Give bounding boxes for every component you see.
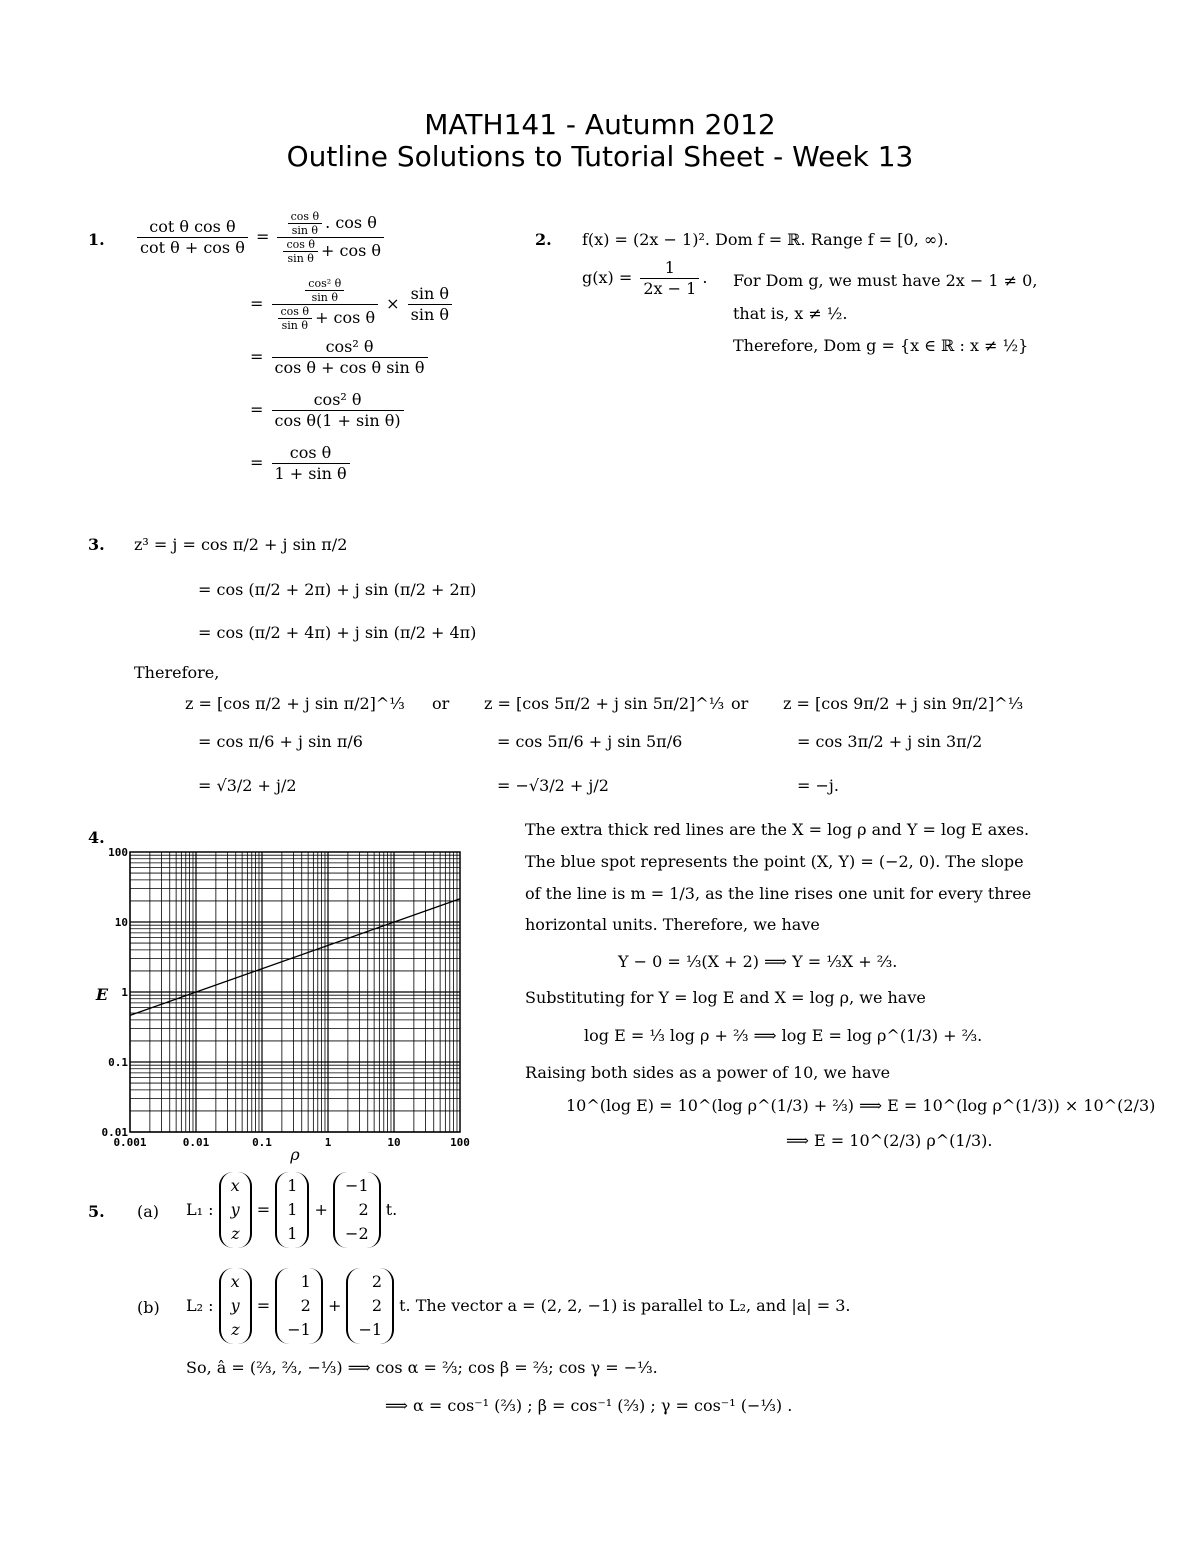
q1-small-num: cos θ bbox=[280, 305, 310, 318]
vec-entry: −1 bbox=[345, 1176, 369, 1195]
vec-entry: −1 bbox=[358, 1320, 383, 1339]
q1-step-0 bbox=[134, 210, 387, 265]
x-tick-label: 1 bbox=[324, 1136, 332, 1149]
q3-or-2: or bbox=[731, 694, 749, 713]
vec-entry: 1 bbox=[287, 1224, 298, 1243]
vec-entry: x bbox=[230, 1176, 240, 1195]
q1-step5-den: 1 + sin θ bbox=[272, 463, 350, 484]
x-tick-label: 0.001 bbox=[113, 1136, 147, 1149]
chart-grid bbox=[130, 852, 460, 1132]
page-title: MATH141 - Autumn 2012 bbox=[424, 108, 776, 141]
q2-g-num: 1 bbox=[664, 258, 675, 277]
q2-g-fraction bbox=[640, 258, 699, 299]
vec-entry: y bbox=[230, 1200, 240, 1219]
vec-entry: 1 bbox=[287, 1176, 298, 1195]
q1-step3-fraction bbox=[272, 337, 428, 378]
q4-text-6: Raising both sides as a power of 10, we have bbox=[525, 1063, 891, 1082]
q5-final-line: ⟹ α = cos⁻¹ (⅔) ; β = cos⁻¹ (⅔) ; γ = cos⁻¹ (−⅓) . bbox=[385, 1396, 793, 1415]
q3-c1-line-3: = √3/2 + j/2 bbox=[198, 776, 297, 795]
vec-entry: 1 bbox=[300, 1272, 311, 1291]
q4-text-4: horizontal units. Therefore, we have bbox=[525, 915, 820, 934]
q1-step1-fraction bbox=[277, 210, 384, 265]
q1-lhs-fraction bbox=[137, 217, 248, 258]
vec-entry: 2 bbox=[371, 1272, 383, 1291]
q1-number: 1. bbox=[88, 230, 105, 249]
vec-entry: 2 bbox=[371, 1296, 383, 1315]
q4-eq-2: log E = ⅓ log ρ + ⅔ ⟹ log E = log ρ^(1/3) + ⅔. bbox=[584, 1026, 983, 1045]
q1-step3-den: cos θ + cos θ sin θ bbox=[272, 357, 428, 378]
q4-eq-4: ⟹ E = 10^(2/3) ρ^(1/3). bbox=[786, 1131, 993, 1150]
q1-small-num: cos² θ bbox=[308, 277, 342, 290]
q2-line-2: For Dom g, we must have 2x − 1 ≠ 0, bbox=[733, 271, 1038, 290]
q1-small-den: sin θ bbox=[283, 251, 318, 265]
q5-part-a-label: (a) bbox=[137, 1202, 160, 1221]
q5-number: 5. bbox=[88, 1202, 105, 1221]
q1-equals: = bbox=[250, 453, 264, 472]
q1-lhs-numerator: cot θ cos θ bbox=[149, 217, 236, 236]
q4-text-5: Substituting for Y = log E and X = log ρ, we have bbox=[525, 988, 926, 1007]
q1-small-num: cos θ bbox=[286, 238, 315, 251]
q1-sin-ratio bbox=[408, 284, 452, 325]
y-tick-label: 100 bbox=[108, 846, 128, 859]
q1-step5-fraction bbox=[272, 443, 350, 484]
vec-entry: 2 bbox=[300, 1296, 311, 1315]
q3-c2-line-2: = cos 5π/6 + j sin 5π/6 bbox=[497, 732, 683, 751]
q5-b-direction bbox=[346, 1268, 394, 1344]
q3-c1-line-2: = cos π/6 + j sin π/6 bbox=[198, 732, 363, 751]
q4-eq-3: 10^(log E) = 10^(log ρ^(1/3) + ⅔) ⟹ E = 10^(log ρ^(1/3)) × 10^(2/3) bbox=[566, 1096, 1156, 1115]
y-tick-label: 0.1 bbox=[108, 1056, 128, 1069]
q3-or-1: or bbox=[432, 694, 450, 713]
q3-c1-line-1: z = [cos π/2 + j sin π/2]^⅓ bbox=[185, 694, 405, 713]
q4-text-3: of the line is m = 1/3, as the line rises one unit for every three bbox=[525, 884, 1032, 903]
x-tick-label: 100 bbox=[450, 1136, 470, 1149]
x-tick-label: 0.01 bbox=[182, 1136, 210, 1149]
q1-equals: = bbox=[250, 400, 264, 419]
q1-equals: = bbox=[255, 227, 270, 246]
vec-entry: y bbox=[230, 1296, 240, 1315]
y-tick-label: 0.01 bbox=[101, 1126, 128, 1139]
x-axis-label: ρ bbox=[290, 1145, 300, 1164]
chart-series bbox=[130, 899, 460, 1016]
q1-step5-num: cos θ bbox=[289, 443, 332, 462]
q1-step-2 bbox=[250, 277, 455, 332]
q5-vector-xyz bbox=[219, 1172, 252, 1248]
q1-small-den: sin θ bbox=[305, 290, 344, 304]
q5-line-b: L₂ : x y z = 1 2 −1 + 2 2 −1 t. The vector a = (2, 2, −1) is parallel to L₂, and |a| = 3. bbox=[186, 1268, 850, 1344]
q1-sin-num: sin θ bbox=[410, 284, 450, 303]
q2-line-4: Therefore, Dom g = {x ∈ ℝ : x ≠ ½} bbox=[733, 336, 1029, 355]
q5-so-line: So, â = (⅔, ⅔, −⅓) ⟹ cos α = ⅔; cos β = ⅔; cos γ = −⅓. bbox=[186, 1358, 658, 1377]
series-line bbox=[130, 899, 460, 1016]
q1-step4-num: cos² θ bbox=[313, 390, 362, 409]
y-axis-label: E bbox=[95, 985, 109, 1004]
vec-entry: x bbox=[230, 1272, 240, 1291]
q3-line-3: = cos (π/2 + 4π) + j sin (π/2 + 4π) bbox=[198, 623, 477, 642]
q2-line-1: f(x) = (2x − 1)². Dom f = ℝ. Range f = [0, ∞). bbox=[582, 230, 949, 249]
q3-number: 3. bbox=[88, 535, 105, 554]
q1-step4-den: cos θ(1 + sin θ) bbox=[272, 410, 404, 431]
q1-equals: = bbox=[250, 347, 264, 366]
q5-a-tail: t. bbox=[385, 1200, 398, 1219]
q1-sin-den: sin θ bbox=[408, 304, 452, 325]
q1-step2-den: + cos θ bbox=[315, 308, 376, 327]
y-tick-label: 1 bbox=[121, 986, 128, 999]
q1-times: × bbox=[386, 294, 400, 313]
q1-lhs-denominator: cot θ + cos θ bbox=[137, 237, 248, 258]
x-tick-label: 0.1 bbox=[252, 1136, 272, 1149]
q1-step-5 bbox=[250, 443, 353, 484]
q2-number: 2. bbox=[535, 230, 552, 249]
q5-b-point bbox=[275, 1268, 323, 1344]
q5-part-b-label: (b) bbox=[137, 1298, 160, 1317]
q1-step3-num: cos² θ bbox=[325, 337, 374, 356]
q3-c3-line-3: = −j. bbox=[797, 776, 839, 795]
q1-step-3 bbox=[250, 337, 431, 378]
q2-g-den: 2x − 1 bbox=[640, 278, 699, 299]
vec-entry: z bbox=[231, 1320, 240, 1339]
q1-step-4 bbox=[250, 390, 407, 431]
q2-g-lhs: g(x) = bbox=[582, 268, 633, 287]
x-tick-label: 10 bbox=[387, 1136, 401, 1149]
q1-step4-fraction bbox=[272, 390, 404, 431]
q5-a-direction bbox=[333, 1172, 381, 1248]
q4-eq-1: Y − 0 = ⅓(X + 2) ⟹ Y = ⅓X + ⅔. bbox=[618, 952, 898, 971]
vec-entry: 2 bbox=[358, 1200, 369, 1219]
q2-g-definition: g(x) = $\frac{1}{2x - 1}$ . bbox=[582, 258, 708, 298]
q3-line-1: z³ = j = cos π/2 + j sin π/2 bbox=[134, 535, 348, 554]
q1-small-frac bbox=[283, 238, 318, 265]
q1-small-frac bbox=[305, 277, 344, 304]
q1-equals: = bbox=[250, 294, 264, 313]
q5-vector-xyz bbox=[219, 1268, 252, 1344]
q5-L2-label: L₂ : bbox=[186, 1296, 214, 1315]
q4-text-2: The blue spot represents the point (X, Y) = (−2, 0). The slope bbox=[525, 852, 1024, 871]
q5-a-point bbox=[275, 1172, 309, 1248]
vec-entry: 1 bbox=[287, 1200, 298, 1219]
q5-line-a: L₁ : x y z = 1 1 1 + −1 2 −2 t. bbox=[186, 1172, 397, 1248]
q4-number: 4. bbox=[88, 828, 105, 847]
q3-line-2: = cos (π/2 + 2π) + j sin (π/2 + 2π) bbox=[198, 580, 477, 599]
vec-entry: −2 bbox=[345, 1224, 369, 1243]
page-subtitle: Outline Solutions to Tutorial Sheet - Week 13 bbox=[286, 140, 914, 173]
q1-step1-num: . cos θ bbox=[325, 213, 377, 232]
vec-entry: z bbox=[231, 1224, 240, 1243]
q1-step2-fraction bbox=[272, 277, 379, 332]
q3-c3-line-1: z = [cos 9π/2 + j sin 9π/2]^⅓ bbox=[783, 694, 1024, 713]
q3-c2-line-1: z = [cos 5π/2 + j sin 5π/2]^⅓ bbox=[484, 694, 725, 713]
q1-small-num: cos θ bbox=[290, 210, 320, 223]
vec-entry: −1 bbox=[287, 1320, 311, 1339]
q3-c2-line-3: = −√3/2 + j/2 bbox=[497, 776, 609, 795]
q1-step1-den: + cos θ bbox=[321, 241, 382, 260]
q3-therefore: Therefore, bbox=[134, 663, 220, 682]
y-tick-label: 10 bbox=[114, 916, 128, 929]
q1-small-den: sin θ bbox=[278, 318, 313, 332]
q5-b-tail: t. The vector a = (2, 2, −1) is parallel to L₂, and |a| = 3. bbox=[399, 1296, 851, 1315]
q4-text-1: The extra thick red lines are the X = log ρ and Y = log E axes. bbox=[525, 820, 1030, 839]
q2-line-3: that is, x ≠ ½. bbox=[733, 304, 848, 323]
q5-L1-label: L₁ : bbox=[186, 1200, 214, 1219]
log-log-chart bbox=[80, 840, 490, 1180]
q1-small-den: sin θ bbox=[288, 223, 323, 237]
q1-small-frac bbox=[288, 210, 323, 237]
q3-c3-line-2: = cos 3π/2 + j sin 3π/2 bbox=[797, 732, 983, 751]
q1-small-frac bbox=[278, 305, 313, 332]
